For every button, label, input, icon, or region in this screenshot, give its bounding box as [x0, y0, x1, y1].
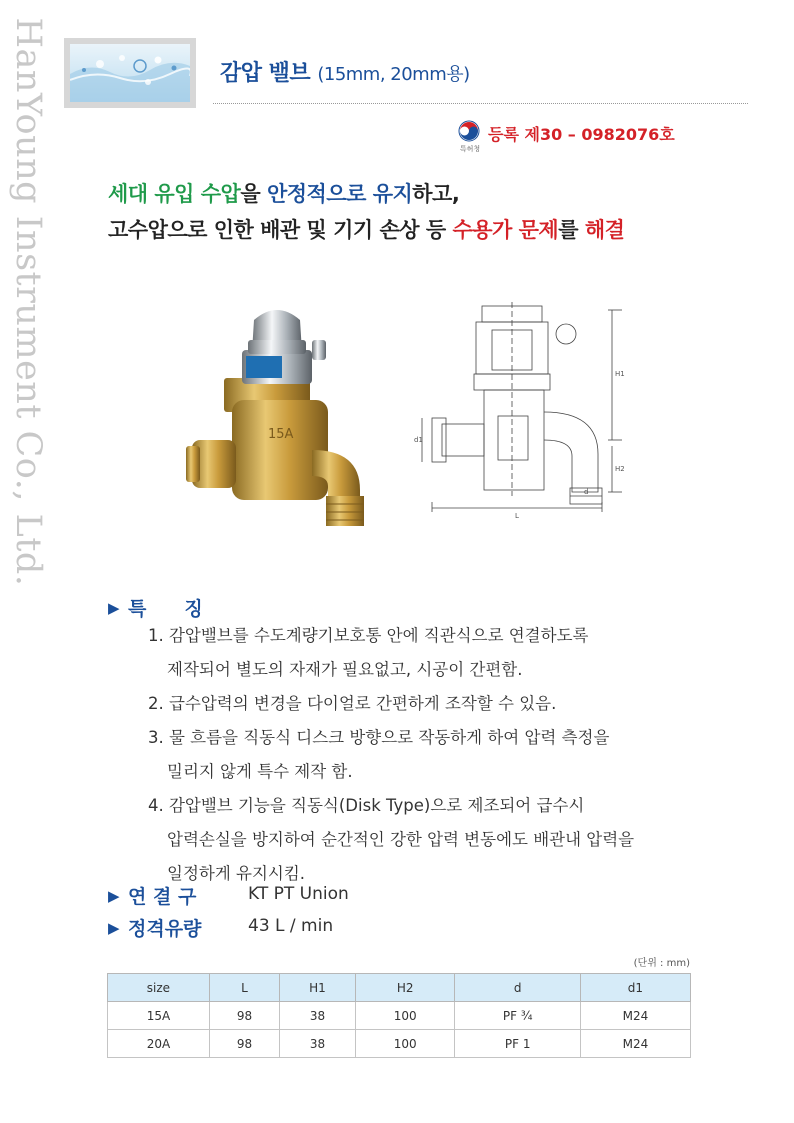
- flow-value: 43 L / min: [248, 916, 334, 936]
- feature-4-line-2: 압력손실을 방지하여 순간적인 강한 압력 변동에도 배관내 압력을: [167, 830, 635, 849]
- feature-1-line-1: 1. 감압밸브를 수도계량기보호통 안에 직관식으로 연결하도록: [148, 626, 589, 645]
- triangle-bullet-icon: ▶: [108, 918, 120, 937]
- table-cell: M24: [580, 1030, 690, 1058]
- table-cell: 15A: [108, 1002, 210, 1030]
- title-main: 감압 밸브: [220, 61, 311, 86]
- unit-note: (단위 : mm): [633, 958, 690, 969]
- table-cell: 98: [209, 1002, 279, 1030]
- table-row: [108, 1030, 691, 1058]
- valve-cross-section-drawing: [412, 296, 637, 528]
- table-cell: 38: [280, 1030, 356, 1058]
- table-cell: 98: [209, 1030, 279, 1058]
- table-cell: 100: [355, 1002, 455, 1030]
- patent-office-label: 특허청: [459, 145, 481, 153]
- feature-2-line-1: 2. 급수압력의 변경을 다이얼로 간편하게 조작할 수 있음.: [148, 694, 557, 713]
- spec-table: [107, 973, 691, 1058]
- table-cell: 20A: [108, 1030, 210, 1058]
- triangle-bullet-icon: ▶: [108, 886, 120, 905]
- table-cell: PF 1: [455, 1030, 580, 1058]
- column-header: H1: [280, 974, 356, 1002]
- column-header: d1: [580, 974, 690, 1002]
- table-header-row: [108, 974, 691, 1002]
- triangle-bullet-icon: ▶: [108, 598, 120, 617]
- headline-line-1: 세대 유입 수압을 안정적으로 유지하고,: [108, 182, 460, 206]
- table-cell: 38: [280, 1002, 356, 1030]
- page-title: [220, 56, 470, 87]
- header-thumbnail: [64, 38, 196, 108]
- patent-office-emblem-icon: [458, 120, 480, 142]
- title-subtitle: (15mm, 20mm용): [317, 64, 470, 85]
- dim-l-label: L: [515, 512, 519, 520]
- feature-4-line-3: 일정하게 유지시킴.: [167, 864, 306, 883]
- dim-h1-label: H1: [615, 370, 625, 378]
- column-header: L: [209, 974, 279, 1002]
- valve-size-label: 15A: [268, 427, 294, 442]
- headline-line-2: 고수압으로 인한 배관 및 기기 손상 등 수용가 문제를 해결: [108, 218, 625, 242]
- table-cell: PF ¾: [455, 1002, 580, 1030]
- connection-value: KT PT Union: [248, 884, 349, 904]
- registration-number: 등록 제30 – 0982076호: [488, 125, 675, 144]
- title-divider: [213, 103, 748, 104]
- table-row: [108, 1002, 691, 1030]
- feature-3-line-1: 3. 물 흐름을 직동식 디스크 방향으로 작동하게 하여 압력 측정을: [148, 728, 610, 747]
- feature-3-line-2: 밀리지 않게 특수 제작 함.: [167, 762, 353, 781]
- table-cell: M24: [580, 1002, 690, 1030]
- column-header: d: [455, 974, 580, 1002]
- column-header: H2: [355, 974, 455, 1002]
- feature-1-line-2: 제작되어 별도의 자재가 필요없고, 시공이 간편함.: [167, 660, 523, 679]
- column-header: size: [108, 974, 210, 1002]
- dim-h2-label: H2: [615, 465, 625, 473]
- feature-4-line-1: 4. 감압밸브 기능을 직동식(Disk Type)으로 제조되어 급수시: [148, 796, 585, 815]
- dim-d1-label: d1: [414, 436, 423, 444]
- valve-photo: [182, 300, 382, 530]
- table-cell: 100: [355, 1030, 455, 1058]
- flow-row: ▶ 정격유량 43 L / min: [108, 916, 334, 940]
- connection-row: ▶ 연 결 구 KT PT Union: [108, 884, 349, 908]
- features-list: [148, 619, 696, 891]
- side-company-name: HanYoung Instrument Co., Ltd.: [8, 17, 48, 587]
- dim-d-label: d: [584, 488, 589, 496]
- features-heading: ▶ 특 징: [108, 598, 203, 620]
